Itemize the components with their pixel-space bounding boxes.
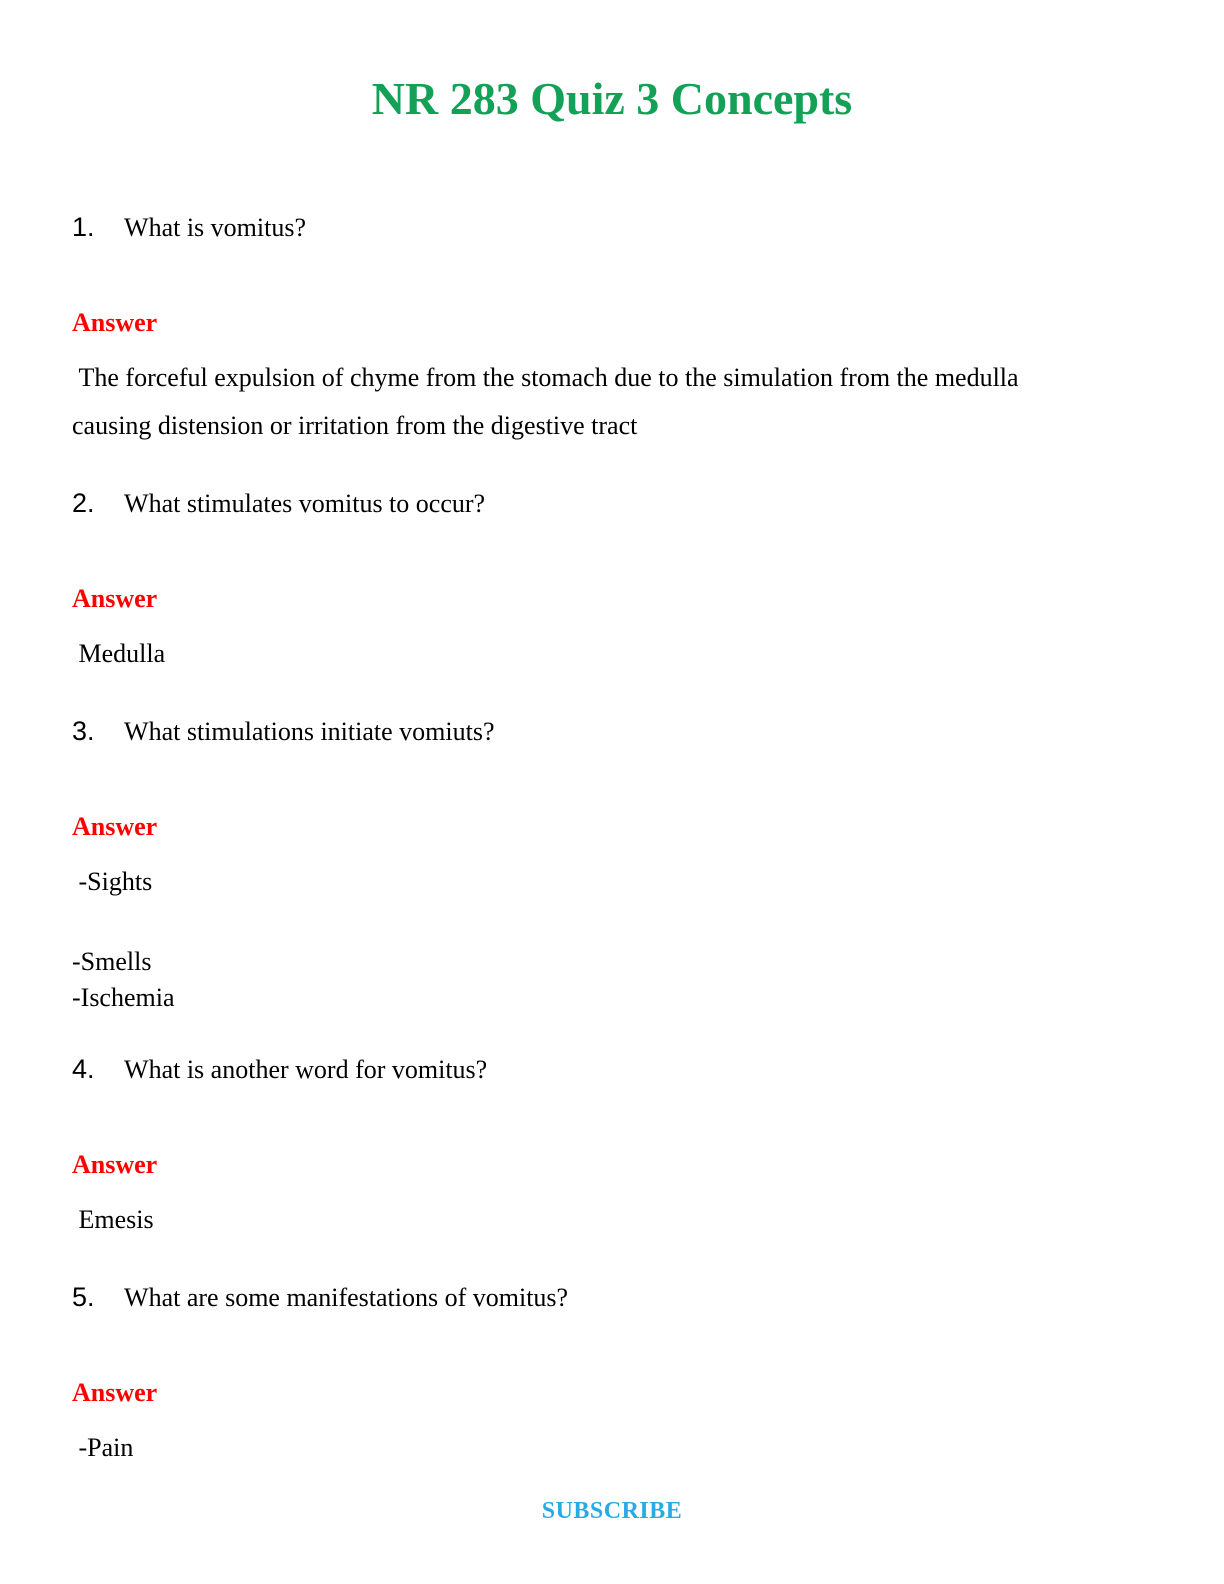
question-number: 3. [72, 716, 95, 746]
subscribe-link[interactable]: SUBSCRIBE [541, 1498, 683, 1524]
question-number: 4. [72, 1054, 95, 1084]
qa-item [72, 1052, 1152, 1244]
answer-body [72, 1424, 1152, 1472]
question-text: What stimulations initiate vomiuts? [118, 717, 495, 746]
qa-item [72, 486, 1152, 678]
qa-item [72, 714, 1152, 1016]
question-row [72, 1052, 1152, 1087]
question-row [72, 1280, 1152, 1315]
answer-label: Answer [72, 812, 158, 841]
answer-text: -Pain [72, 1433, 134, 1462]
question-text: What is vomitus? [118, 213, 307, 242]
page-title: NR 283 Quiz 3 Concepts [371, 73, 853, 124]
answer-text: The forceful expulsion of chyme from the stomach due to the simulation from the medulla causing distension or irritation from the digestive tract [72, 363, 1026, 440]
answer-label: Answer [72, 308, 158, 337]
question-number: 1. [72, 212, 95, 242]
answer-text: -Sights [72, 867, 153, 896]
qa-list [72, 210, 1152, 1472]
answer-text: -Smells -Ischemia [72, 947, 175, 1012]
answer-body [72, 858, 1152, 1016]
qa-item [72, 1280, 1152, 1472]
answer-label: Answer [72, 1150, 158, 1179]
answer-text: Medulla [72, 639, 166, 668]
qa-item [72, 210, 1152, 450]
question-row [72, 714, 1152, 749]
question-text: What is another word for vomitus? [118, 1055, 488, 1084]
answer-body [72, 630, 1152, 678]
question-text: What are some manifestations of vomitus? [118, 1283, 569, 1312]
question-text: What stimulates vomitus to occur? [118, 489, 486, 518]
question-row [72, 210, 1152, 245]
answer-body [72, 1196, 1152, 1244]
question-row [72, 486, 1152, 521]
question-number: 2. [72, 488, 95, 518]
answer-text: Emesis [72, 1205, 154, 1234]
question-number: 5. [72, 1282, 95, 1312]
answer-label: Answer [72, 1378, 158, 1407]
page-footer [0, 1498, 1224, 1525]
answer-body [72, 354, 1152, 450]
answer-label: Answer [72, 584, 158, 613]
